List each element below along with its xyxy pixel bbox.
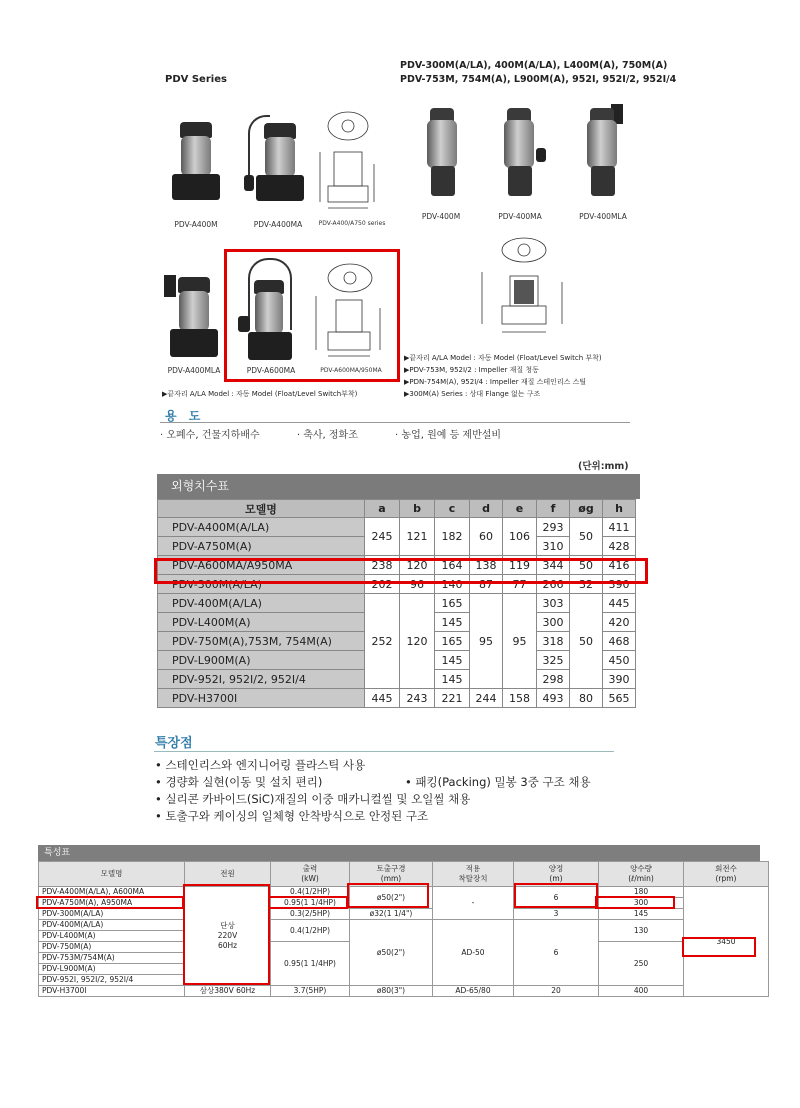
- note-right-3: ▶PDN-754M(A), 952I/4 : Impeller 재질 스테인리스 스틸: [404, 378, 587, 386]
- usage-divider: [160, 422, 630, 423]
- caption-a400-a750-series: PDV-A400/A750 series: [318, 220, 386, 227]
- spec-cell: 0.4(1/2HP): [271, 920, 350, 942]
- header-model: 모델명: [158, 500, 365, 518]
- pump-image-a400mla: [164, 275, 222, 359]
- cell: 344: [537, 556, 570, 575]
- cell: 96: [400, 575, 435, 594]
- features-list: [155, 757, 591, 825]
- spec-cell: -: [433, 887, 514, 920]
- header-c: c: [435, 500, 470, 518]
- header-a: a: [365, 500, 400, 518]
- spec-cell: ø32(1 1/4"): [350, 909, 433, 920]
- feature-item: • 경량화 실현(이동 및 설치 편리): [155, 775, 323, 789]
- spec-table-title: 특성표: [38, 845, 760, 861]
- highlight-spec-rpm: [682, 937, 756, 957]
- cell: 121: [400, 518, 435, 556]
- cell: 95: [503, 594, 537, 689]
- model-list-line2: PDV-753M, 754M(A), L900M(A), 952I, 952I/2, 952I/4: [400, 74, 677, 85]
- table-row: [158, 689, 636, 708]
- cell: 221: [435, 689, 470, 708]
- header-b: b: [400, 500, 435, 518]
- model-cell: PDV-A600MA/A950MA: [158, 556, 365, 575]
- model-cell: PDV-400M(A/LA): [158, 594, 365, 613]
- spec-model: PDV-A400M(A/LA), A600MA: [39, 887, 185, 898]
- cell: 138: [470, 556, 503, 575]
- spec-cell: 6: [514, 920, 599, 986]
- highlight-box-a600: [224, 249, 400, 382]
- spec-cell: 3.7(5HP): [271, 986, 350, 997]
- caption-a600ma-950ma: PDV-A600MA/950MA: [320, 367, 382, 374]
- pump-image-a400ma: [248, 115, 308, 203]
- model-cell: PDV-A750M(A): [158, 537, 365, 556]
- note-right-1: ▶끝자리 A/LA Model : 자동 Model (Float/Level Switch 부착): [404, 354, 602, 362]
- cell: 95: [470, 594, 503, 689]
- cell: 325: [537, 651, 570, 670]
- cell: 50: [570, 518, 603, 556]
- pump-image-400m: [425, 108, 459, 198]
- spec-cell: ø80(3"): [350, 986, 433, 997]
- cell: 120: [400, 594, 435, 689]
- spec-model: PDV-952I, 952I/2, 952I/4: [39, 975, 185, 986]
- cell: 140: [435, 575, 470, 594]
- pump-image-400mla: [585, 104, 629, 198]
- pump-image-a400m: [172, 122, 220, 202]
- cell: 119: [503, 556, 537, 575]
- spec-header-output: 출력 (kW): [271, 862, 350, 887]
- cell: 310: [537, 537, 570, 556]
- cell: 158: [503, 689, 537, 708]
- table-header-row: [158, 500, 636, 518]
- caption-400ma: PDV-400MA: [498, 212, 542, 221]
- cell: 202: [365, 575, 400, 594]
- spec-cell: 0.4(1/2HP): [271, 887, 350, 898]
- spec-model: PDV-L400M(A): [39, 931, 185, 942]
- cell: 243: [400, 689, 435, 708]
- spec-row: [39, 920, 769, 931]
- cell: 245: [365, 518, 400, 556]
- dimension-drawing-a400-a750: [318, 104, 378, 214]
- notes-right: [404, 352, 602, 400]
- cell: 565: [603, 689, 636, 708]
- cell: 303: [537, 594, 570, 613]
- spec-model: PDV-400M(A/LA): [39, 920, 185, 931]
- dimension-drawing-400: [478, 232, 578, 344]
- cell: 445: [365, 689, 400, 708]
- cell: 416: [603, 556, 636, 575]
- cell: 145: [435, 670, 470, 689]
- spec-model: PDV-300M(A/LA): [39, 909, 185, 920]
- cell: 450: [603, 651, 636, 670]
- cell: 252: [365, 594, 400, 689]
- cell: 244: [470, 689, 503, 708]
- header-f: f: [537, 500, 570, 518]
- caption-a400mla: PDV-A400MLA: [167, 366, 221, 375]
- cell: 32: [570, 575, 603, 594]
- caption-a600ma: PDV-A600MA: [246, 366, 296, 375]
- cell: 420: [603, 613, 636, 632]
- model-list-line1: PDV-300M(A/LA), 400M(A/LA), L400M(A), 750M(A): [400, 60, 668, 71]
- spec-cell: 0.3(2/5HP): [271, 909, 350, 920]
- table-row: [158, 518, 636, 537]
- features-divider: [154, 751, 614, 752]
- header-g: øg: [570, 500, 603, 518]
- cell: 50: [570, 556, 603, 575]
- spec-power-three: 삼상380V 60Hz: [185, 986, 271, 997]
- cell: 106: [503, 518, 537, 556]
- cell: 87: [470, 575, 503, 594]
- spec-cell: 145: [599, 909, 684, 920]
- spec-cell: 20: [514, 986, 599, 997]
- spec-cell: AD-50: [433, 920, 514, 986]
- spec-table: [38, 861, 769, 997]
- note-right-2: ▶PDV-753M, 952I/2 : Impeller 재질 청동: [404, 366, 539, 374]
- spec-header-model: 모델명: [39, 862, 185, 887]
- feature-item: • 토출구와 케이싱의 일체형 안착방식으로 안정된 구조: [155, 809, 429, 823]
- caption-a400m: PDV-A400M: [174, 220, 218, 229]
- spec-rpm: 3450: [684, 887, 769, 997]
- spec-cell: 400: [599, 986, 684, 997]
- unit-label: (단위:mm): [578, 461, 629, 472]
- spec-model: PDV-A750M(A), A950MA: [39, 898, 185, 909]
- pump-image-400ma: [502, 108, 546, 198]
- header-h: h: [603, 500, 636, 518]
- spec-model: PDV-H3700I: [39, 986, 185, 997]
- caption-a400ma: PDV-A400MA: [253, 220, 303, 229]
- dimension-table: [157, 499, 636, 708]
- highlight-spec-outlet: [347, 883, 429, 908]
- caption-400m: PDV-400M: [421, 212, 461, 221]
- cell: 145: [435, 651, 470, 670]
- cell: 164: [435, 556, 470, 575]
- spec-header-flow: 양수량 (ℓ/min): [599, 862, 684, 887]
- feature-row: [155, 774, 591, 791]
- usage-item: · 축사, 정화조: [296, 430, 358, 441]
- power-phase: 단상: [220, 921, 235, 930]
- table-row: [158, 594, 636, 613]
- cell: 390: [603, 575, 636, 594]
- cell: 428: [603, 537, 636, 556]
- highlight-spec-power: [183, 884, 270, 985]
- spec-cell: ø50(2"): [350, 887, 433, 909]
- feature-item: • 실리콘 카바이드(SiC)재질의 이중 매카니컬씰 및 오일씰 채용: [155, 792, 471, 806]
- model-list: [400, 59, 676, 87]
- spec-header-fit: 적용 착탈장치: [433, 862, 514, 887]
- dimension-table-title: 외형치수표: [157, 474, 640, 499]
- usage-title: 용 도: [165, 409, 205, 423]
- highlight-spec-head: [514, 883, 598, 908]
- model-cell: PDV-A400M(A/LA): [158, 518, 365, 537]
- usage-list: [160, 426, 535, 441]
- spec-row: [39, 986, 769, 997]
- spec-model: PDV-L900M(A): [39, 964, 185, 975]
- spec-model: PDV-753M/754M(A): [39, 953, 185, 964]
- note-right-4: ▶300M(A) Series : 상대 Flange 없는 구조: [404, 390, 541, 398]
- cell: 80: [570, 689, 603, 708]
- spec-cell: 180: [599, 887, 684, 898]
- cell: 293: [537, 518, 570, 537]
- spec-header-head: 양정 (m): [514, 862, 599, 887]
- cell: 445: [603, 594, 636, 613]
- cell: 60: [470, 518, 503, 556]
- spec-model: PDV-750M(A): [39, 942, 185, 953]
- spec-row: [39, 909, 769, 920]
- cell: 165: [435, 594, 470, 613]
- series-title: PDV Series: [165, 74, 227, 85]
- highlight-row-a600ma: [154, 558, 648, 584]
- power-frequency: 60Hz: [217, 941, 238, 950]
- header-e: e: [503, 500, 537, 518]
- cell: 145: [435, 613, 470, 632]
- cell: 165: [435, 632, 470, 651]
- spec-cell: 0.95(1 1/4HP): [271, 942, 350, 986]
- spec-cell: 300: [599, 898, 684, 909]
- cell: 77: [503, 575, 537, 594]
- spec-cell: 3: [514, 909, 599, 920]
- cell: 298: [537, 670, 570, 689]
- highlight-spec-output: [268, 896, 348, 909]
- feature-item: • 패킹(Packing) 밀봉 3중 구조 채용: [405, 775, 591, 789]
- model-cell: PDV-300M(A/LA): [158, 575, 365, 594]
- power-voltage: 220V: [217, 931, 238, 940]
- cell: 50: [570, 594, 603, 689]
- spec-header-power: 전원: [185, 862, 271, 887]
- spec-cell: 130: [599, 920, 684, 942]
- cell: 238: [365, 556, 400, 575]
- cell: 468: [603, 632, 636, 651]
- features-title: 특장점: [155, 736, 193, 751]
- model-cell: PDV-952I, 952I/2, 952I/4: [158, 670, 365, 689]
- cell: 300: [537, 613, 570, 632]
- note-auto-model: ▶끝자리 A/LA Model : 자동 Model (Float/Level Switch부착): [162, 390, 358, 398]
- spec-header-outlet: 토출구경 (mm): [350, 862, 433, 887]
- cell: 390: [603, 670, 636, 689]
- spec-cell: 6: [514, 887, 599, 909]
- usage-item: · 오폐수, 건물지하배수: [160, 430, 260, 441]
- spec-cell: AD-65/80: [433, 986, 514, 997]
- spec-cell: ø50(2"): [350, 920, 433, 986]
- feature-item: • 스테인리스와 엔지니어링 플라스틱 사용: [155, 758, 366, 772]
- cell: 266: [537, 575, 570, 594]
- model-cell: PDV-L900M(A): [158, 651, 365, 670]
- caption-400mla: PDV-400MLA: [579, 212, 627, 221]
- cell: 318: [537, 632, 570, 651]
- header-d: d: [470, 500, 503, 518]
- cell: 182: [435, 518, 470, 556]
- spec-cell: 0.95(1 1/4HP): [271, 898, 350, 909]
- model-cell: PDV-750M(A),753M, 754M(A): [158, 632, 365, 651]
- spec-header-rpm: 회전수 (rpm): [684, 862, 769, 887]
- spec-cell: 250: [599, 942, 684, 986]
- cell: 120: [400, 556, 435, 575]
- usage-item: · 농업, 원예 등 제반설비: [395, 430, 502, 441]
- highlight-spec-model: [36, 896, 184, 909]
- model-cell: PDV-H3700I: [158, 689, 365, 708]
- highlight-spec-flow: [595, 896, 675, 909]
- cell: 493: [537, 689, 570, 708]
- cell: 411: [603, 518, 636, 537]
- model-cell: PDV-L400M(A): [158, 613, 365, 632]
